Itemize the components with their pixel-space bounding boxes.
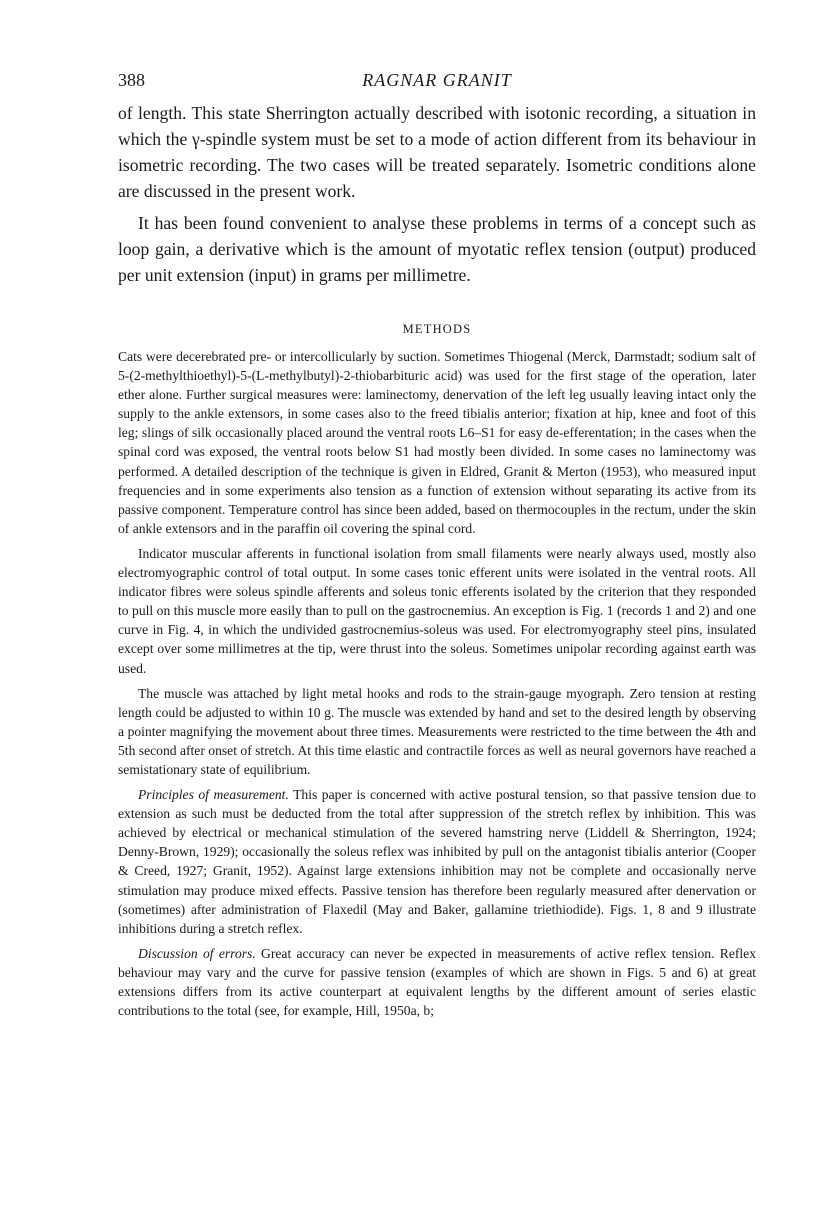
methods-paragraph-1: Cats were decerebrated pre- or intercollicularly by suction. Sometimes Thiogenal (Merck, Darmstadt; sodium salt of 5-(2-methylthioethyl)-5-(L-methylbutyl)-2-thiobarbituric acid) was used for the first stage of the operation, later ether alone. Further surgical measures were: laminectomy, denervation of the left leg usually leaving intact only the supply to the ankle extensors, in some cases also to the freed tibialis anterior; fixation at hip, knee and foot of this leg; slings of silk occasionally placed around the ventral roots L6–S1 for easy de-efferentation; in the cases when the spinal cord was exposed, the ventral roots below S1 had mostly been divided. In some cases no laminectomy was performed. A detailed description of the technique is given in Eldred, Granit & Merton (1953), who measured input frequencies and in some experiments also tension as a function of extension without separating its active from its passive component. Temperature control has since been added, based on thermocouples in the rectum, under the skin of ankle extensors and in the paraffin oil covering the spinal cord. bbox=[118, 349, 756, 536]
methods-heading: METHODS bbox=[402, 322, 472, 336]
page-header bbox=[118, 70, 756, 100]
journal-page bbox=[118, 70, 756, 1026]
principles-paragraph bbox=[118, 785, 756, 938]
intro-paragraph-1: of length. This state Sherrington actually described with isotonic recording, a situation in which the γ-spindle system must be set to a mode of action different from its behaviour in isometric recording. The two cases will be treated separately. Isometric conditions alone are discussed in the present work. bbox=[118, 103, 756, 201]
methods-paragraph-3: The muscle was attached by light metal hooks and rods to the strain-gauge myograph. Zero tension at resting length could be adjusted to within 10 g. The muscle was extended by hand and set to the desired length by observing a pointer magnifying the movement about three times. Measurements were restricted to the time between the 4th and 5th second after onset of stretch. At this time elastic and contractile forces as well as neural governors have reached a semistationary state of equilibrium. bbox=[118, 685, 756, 777]
intro-text bbox=[118, 100, 756, 288]
errors-lead: Discussion of errors. bbox=[138, 945, 256, 961]
methods-paragraph-2: Indicator muscular afferents in functional isolation from small filaments were nearly always used, mostly also electromyographic control of total output. In some cases tonic efferent units were isolated in the ventral roots. All indicator fibres were soleus spindle afferents and soleus tonic efferents isolated by the criterion that they responded to pull on this muscle more easily than to pull on the gastrocnemius. An exception is Fig. 1 (records 1 and 2) and one curve in Fig. 4, in which the undivided gastrocnemius-soleus was used. For electromyography steel pins, insulated except over some millimetres at the tip, were thrust into the soleus. Sometimes unipolar recording against earth was used. bbox=[118, 545, 756, 676]
intro-paragraph-2: It has been found convenient to analyse these problems in terms of a concept such as loop gain, a derivative which is the amount of myotatic reflex tension (output) produced per unit extension (input) in grams per millimetre. bbox=[118, 213, 756, 285]
errors-paragraph bbox=[118, 944, 756, 1020]
running-head: RAGNAR GRANIT bbox=[362, 70, 512, 90]
principles-text: This paper is concerned with active postural tension, so that passive tension due to extension as such must be deducted from the total after suppression of the stretch reflex by inhibition. This was achieved by electrical or mechanical stimulation of the severed hamstring nerve (Liddell & Sherrington, 1924; Denny-Brown, 1929); occasionally the soleus reflex was inhibited by pull on the antagonist tibialis anterior (Cooper & Creed, 1927; Granit, 1952). Against large extensions inhibition may not be complete and occasionally nerve stimulation may produce mixed effects. Passive tension has therefore been regularly measured after denervation or (sometimes) after administration of Flaxedil (May and Baker, gallamine triethiodide). Figs. 1, 8 and 9 illustrate inhibitions during a stretch reflex. bbox=[118, 787, 757, 936]
principles-lead: Principles of measurement. bbox=[138, 787, 289, 803]
methods-section bbox=[118, 347, 756, 1020]
page-number: 388 bbox=[118, 70, 145, 90]
errors-text: Great accuracy can never be expected in measurements of active reflex tension. Reflex behaviour may vary and the curve for passive tension (examples of which are shown in Figs. 5 and 6) at great extensions differs from its active counterpart at equivalent lengths by the different amount of series elastic contributions to the total (see, for example, Hill, 1950a, b; bbox=[118, 945, 757, 1019]
